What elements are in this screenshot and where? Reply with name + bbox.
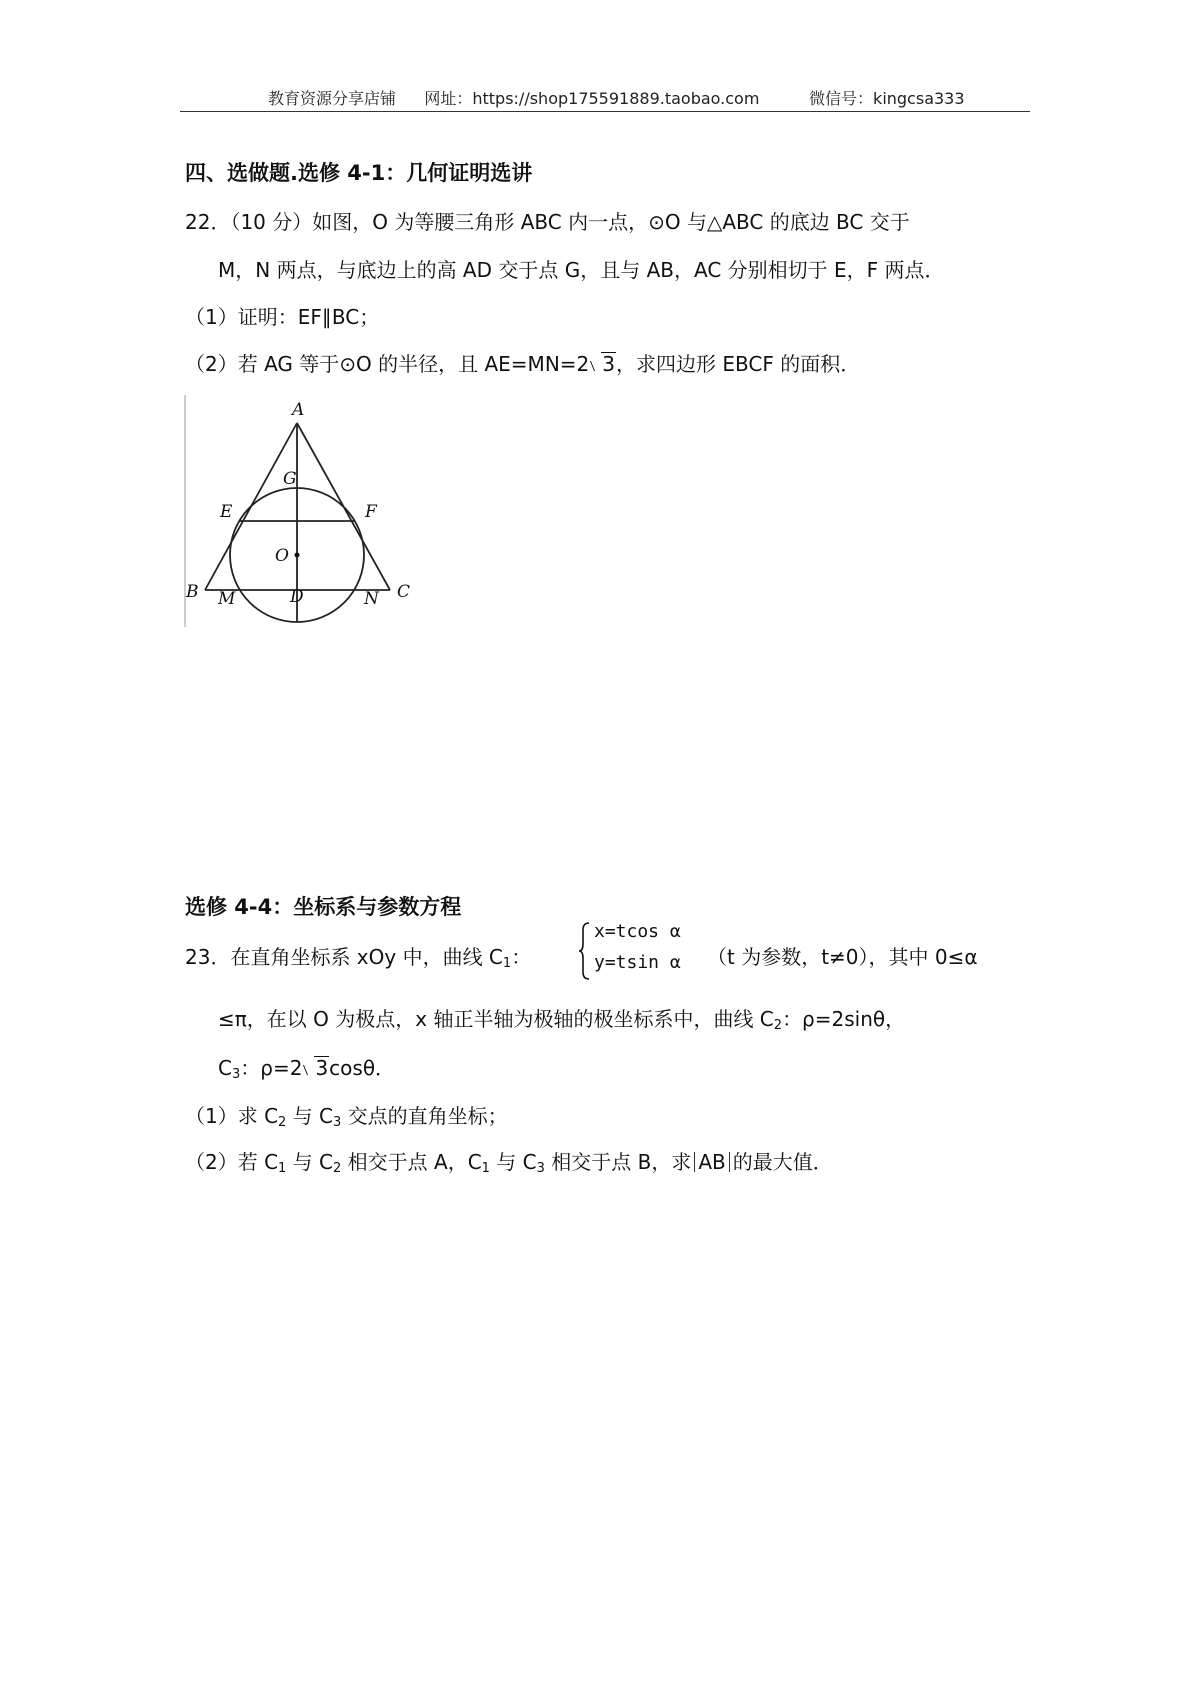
q23-colon: ： [511, 945, 532, 969]
center-point-O [295, 553, 300, 558]
q23-p2-c: 相交于点 A，C [341, 1150, 482, 1174]
q23-p1-a: （1）求 C [185, 1104, 279, 1128]
section-title-4-4: 选修 4-4：坐标系与参数方程 [185, 895, 462, 919]
q23-p1-c: 交点的直角坐标； [341, 1104, 508, 1128]
param-eq-x: x=tcos α [594, 921, 681, 942]
q23-p2-sub1b: 1 [481, 1161, 490, 1176]
param-eq-y: y=tsin α [594, 952, 681, 973]
q23-p1-b: 与 C [286, 1104, 334, 1128]
q23-part2 [185, 1146, 833, 1176]
q23-p2-ab: AB [698, 1150, 726, 1174]
geometry-figure [180, 395, 430, 635]
header-divider [180, 111, 1030, 112]
label-O: O [275, 546, 289, 566]
brace-icon [578, 922, 590, 980]
q23-line1-left [185, 941, 531, 971]
q23-p1-sub2: 2 [278, 1115, 287, 1130]
q22-part2-text-a: （2）若 AG 等于⊙O 的半径，且 AE=MN=2 [185, 352, 590, 376]
sqrt-symbol [303, 1056, 329, 1080]
q23-p2-sub2: 2 [333, 1161, 342, 1176]
q23-line1-right: （t 为参数，t≠0），其中 0≤α [707, 945, 978, 969]
label-M: M [218, 589, 236, 609]
q23-line2-text: ≤π，在以 O 为极点，x 轴正半轴为极轴的极坐标系中，曲线 C [218, 1007, 774, 1031]
q23-p2-sub1: 1 [278, 1161, 287, 1176]
q23-p2-b: 与 C [286, 1150, 334, 1174]
q22-part2-radicand: 3 [602, 352, 615, 376]
label-F: F [365, 502, 377, 522]
header-shop: 教育资源分享店铺 [268, 89, 397, 108]
sqrt-symbol [590, 352, 616, 376]
q23-line3-a: ：ρ=2 [240, 1056, 303, 1080]
q23-c3: C [218, 1056, 232, 1080]
q22-line1: 22．（10 分）如图，O 为等腰三角形 ABC 内一点，⊙O 与△ABC 的底边 BC 交于 [185, 210, 910, 234]
q23-p2-f: 的最大值． [732, 1150, 833, 1174]
q23-p1-sub3: 3 [333, 1115, 342, 1130]
header-url: 网址：https://shop175591889.taobao.com [424, 89, 760, 108]
q23-prefix: 23．在直角坐标系 xOy 中，曲线 C [185, 945, 503, 969]
q23-c3-sub: 3 [231, 1067, 241, 1082]
page-header [268, 86, 965, 109]
label-A: A [292, 400, 305, 420]
abs-bar-left [694, 1152, 695, 1172]
q23-line3 [218, 1052, 395, 1082]
label-E: E [220, 502, 233, 522]
q23-p2-e: 相交于点 B，求 [544, 1150, 692, 1174]
q23-p2-d: 与 C [489, 1150, 537, 1174]
q23-c2-sub: 2 [773, 1018, 783, 1033]
label-G: G [283, 469, 297, 489]
q23-c1-sub: 1 [502, 956, 512, 971]
header-wechat: 微信号：kingcsa333 [809, 89, 965, 108]
q22-line2: M，N 两点，与底边上的高 AD 交于点 G，且与 AB，AC 分别相切于 E，F 两点． [218, 258, 945, 282]
q23-p2-sub3: 3 [536, 1161, 545, 1176]
q23-line2 [218, 1003, 905, 1033]
q23-line3-radicand: 3 [315, 1056, 329, 1080]
q23-line2-end: ：ρ=2sinθ， [782, 1007, 906, 1031]
q22-part2-text-b: ，求四边形 EBCF 的面积． [616, 352, 861, 376]
label-B: B [186, 582, 199, 602]
section-title-4-1: 四、选做题.选修 4-1：几何证明选讲 [185, 161, 533, 185]
q22-part1: （1）证明：EF∥BC； [185, 305, 380, 329]
q23-line3-b: cosθ． [329, 1056, 396, 1080]
label-D: D [290, 587, 304, 607]
label-C: C [397, 582, 411, 602]
q23-part1 [185, 1100, 508, 1130]
label-N: N [364, 589, 379, 609]
q23-p2-a: （2）若 C [185, 1150, 279, 1174]
abs-bar-right [729, 1152, 730, 1172]
q22-part2 [185, 348, 860, 377]
